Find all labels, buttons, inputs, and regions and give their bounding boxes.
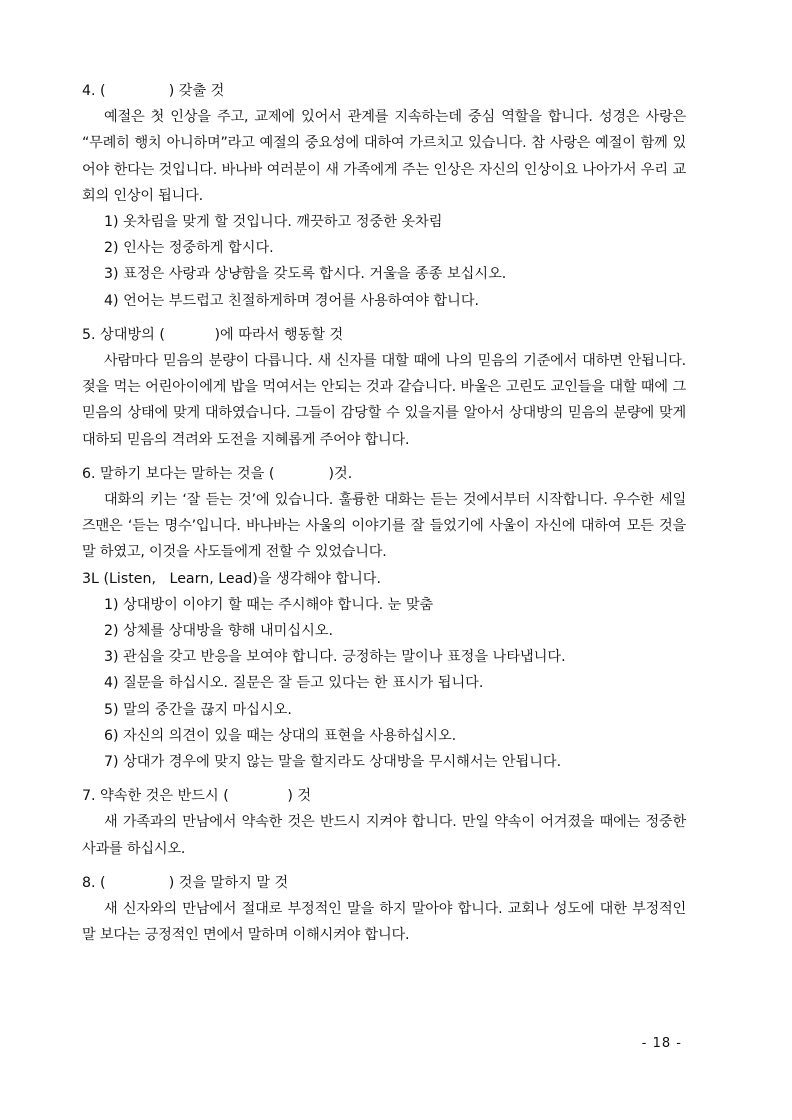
section-7 xyxy=(82,783,686,862)
list-item: 4) 질문을 하십시오. 질문은 잘 듣고 있다는 한 표시가 됩니다. xyxy=(104,675,484,692)
section-note: 3L (Listen, Learn, Lead)을 생각해야 합니다. xyxy=(82,570,381,587)
list-item: 1) 상대방이 이야기 할 때는 주시해야 합니다. 눈 맞춤 xyxy=(104,596,434,613)
section-4 xyxy=(82,78,686,314)
section-heading: 6. 말하기 보다는 말하는 것을 ( )것. xyxy=(82,465,353,482)
section-paragraph: 새 가족과의 만남에서 약속한 것은 반드시 지켜야 합니다. 만일 약속이 어겨졌을 때에는 정중한 사과를 하십시오. xyxy=(82,814,686,857)
section-8 xyxy=(82,870,686,949)
list-item: 2) 인사는 정중하게 합시다. xyxy=(104,240,274,257)
list-item: 5) 말의 중간을 끊지 마십시오. xyxy=(104,701,292,718)
section-heading: 4. ( ) 갖출 것 xyxy=(82,83,225,99)
list-item: 4) 언어는 부드럽고 친절하게하며 경어를 사용하여야 합니다. xyxy=(104,292,480,309)
list-item: 3) 관심을 갖고 반응을 보여야 합니다. 긍정하는 말이나 표정을 나타냅니다. xyxy=(104,649,566,666)
list-item: 2) 상체를 상대방을 향해 내미십시오. xyxy=(104,623,333,640)
section-heading: 7. 약속한 것은 반드시 ( ) 것 xyxy=(82,788,312,805)
list-item: 7) 상대가 경우에 맞지 않는 말을 할지라도 상대방을 무시해서는 안됩니다. xyxy=(104,754,562,771)
section-paragraph: 대화의 키는 ‘잘 듣는 것’에 있습니다. 훌륭한 대화는 듣는 것에서부터 시작합니다. 우수한 세일즈맨은 ‘듣는 명수’입니다. 바나바는 사울의 이야기를 잘 들었기에 사울이 자신에 대하여 모든 것을 말 하였고, 이것을 사도들에게 전할 수 있었습니다. xyxy=(82,492,686,561)
section-paragraph: 사람마다 믿음의 분량이 다릅니다. 새 신자를 대할 때에 나의 믿음의 기준에서 대하면 안됩니다. 젖을 먹는 어린아이에게 밥을 먹여서는 안되는 것과 같습니다. 바울은 고린도 교인들을 대할 때에 그 믿음의 상태에 맞게 대하였습니다. 그들이 감당할 수 있을지를 알아서 상대방의 믿음의 분량에 맞게 대하되 믿음의 격려와 도전을 지혜롭게 주어야 합니다. xyxy=(82,353,686,448)
section-list xyxy=(82,592,686,775)
section-paragraph: 예절은 첫 인상을 주고, 교제에 있어서 관계를 지속하는데 중심 역할을 합니다. 성경은 사랑은 “무례히 행치 아니하며”라고 예절의 중요성에 대하여 가르치고 있습니다. 참 사랑은 예절이 함께 있어야 한다는 것입니다. 바나바 여러분이 새 가족에게 주는 인상은 자신의 인상이요 나아가서 우리 교회의 인상이 됩니다. xyxy=(82,109,686,204)
list-item: 3) 표정은 사랑과 상냥함을 갖도록 합시다. 거울을 종종 보십시오. xyxy=(104,266,507,283)
section-list xyxy=(82,209,686,314)
list-item: 6) 자신의 의견이 있을 때는 상대의 표현을 사용하십시오. xyxy=(104,727,457,744)
section-heading: 8. ( ) 것을 말하지 말 것 xyxy=(82,874,289,891)
section-5 xyxy=(82,322,686,453)
list-item: 1) 옷차림을 맞게 할 것입니다. 깨끗하고 정중한 옷차림 xyxy=(104,214,443,231)
section-6 xyxy=(82,461,686,775)
page-number: - 18 - xyxy=(641,1036,682,1051)
document-page xyxy=(82,78,686,957)
section-heading: 5. 상대방의 ( )에 따라서 행동할 것 xyxy=(82,326,344,343)
section-paragraph: 새 신자와의 만남에서 절대로 부정적인 말을 하지 말아야 합니다. 교회나 성도에 대한 부정적인 말 보다는 긍정적인 면에서 말하며 이해시켜야 합니다. xyxy=(82,901,686,944)
